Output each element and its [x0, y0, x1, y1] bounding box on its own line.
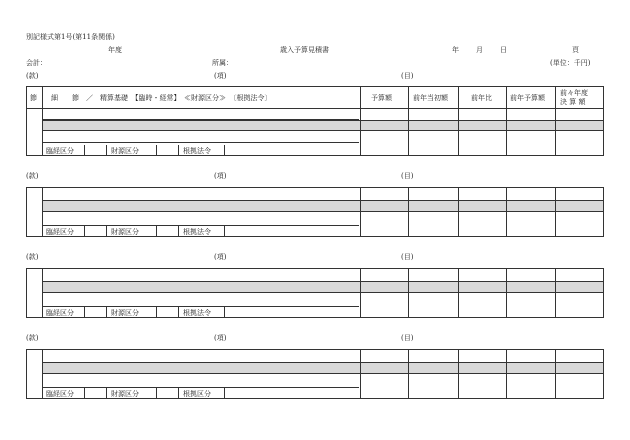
- konkyo-label: 根拠法令: [183, 309, 211, 317]
- zaigen-label: 財源区分: [111, 309, 139, 317]
- shozoku-label: 所属：: [212, 59, 233, 67]
- col-zennenhi: 前年比: [471, 94, 492, 102]
- unit-label: (単位：千円): [550, 59, 591, 67]
- kan-label: (款): [26, 172, 39, 180]
- fiscal-year-label: 年度: [108, 46, 122, 54]
- kou-label: (項): [214, 72, 227, 80]
- col-zennen-tousho: 前年当初額: [413, 94, 448, 102]
- budget-table-4: [26, 349, 604, 399]
- page-label: 頁: [572, 46, 579, 54]
- date-day-label: 日: [500, 46, 507, 54]
- budget-table-1: [26, 86, 604, 156]
- kou-label: (項): [214, 253, 227, 261]
- zaigen-label: 財源区分: [111, 390, 139, 398]
- col-setsu: 節: [30, 94, 37, 102]
- form-reference: 別記様式第1号(第11条関係): [26, 33, 115, 41]
- kou-label: (項): [214, 334, 227, 342]
- moku-label: (目): [401, 253, 414, 261]
- col-zenzen-line2: 決 算 額: [560, 98, 586, 106]
- col-zennen-yosan: 前年予算額: [510, 94, 545, 102]
- rinkei-label: 臨経区分: [46, 309, 74, 317]
- kan-label: (款): [26, 72, 39, 80]
- budget-table-2: [26, 187, 604, 237]
- moku-label: (目): [401, 72, 414, 80]
- col-detail: 細 節 ／ 精算基礎 【臨時・経常】 ≪財源区分≫ 〔根拠法令〕: [51, 94, 272, 102]
- kou-label: (項): [214, 172, 227, 180]
- document-title: 歳入予算見積書: [280, 46, 329, 54]
- rinkei-label: 臨経区分: [46, 390, 74, 398]
- budget-table-3: [26, 268, 604, 318]
- date-month-label: 月: [476, 46, 483, 54]
- zaigen-label: 財源区分: [111, 228, 139, 236]
- rinkei-label: 臨経区分: [46, 228, 74, 236]
- kaikei-label: 会計：: [26, 59, 47, 67]
- col-zenzen-line1: 前々年度: [560, 89, 588, 97]
- kan-label: (款): [26, 253, 39, 261]
- rinkei-label: 臨経区分: [46, 147, 74, 155]
- konkyo-kubun-label: 根拠区分: [183, 390, 211, 398]
- moku-label: (目): [401, 334, 414, 342]
- moku-label: (目): [401, 172, 414, 180]
- konkyo-label: 根拠法令: [183, 228, 211, 236]
- date-year-label: 年: [452, 46, 459, 54]
- konkyo-label: 根拠法令: [183, 147, 211, 155]
- zaigen-label: 財源区分: [111, 147, 139, 155]
- kan-label: (款): [26, 334, 39, 342]
- col-yosan: 予算額: [371, 94, 392, 102]
